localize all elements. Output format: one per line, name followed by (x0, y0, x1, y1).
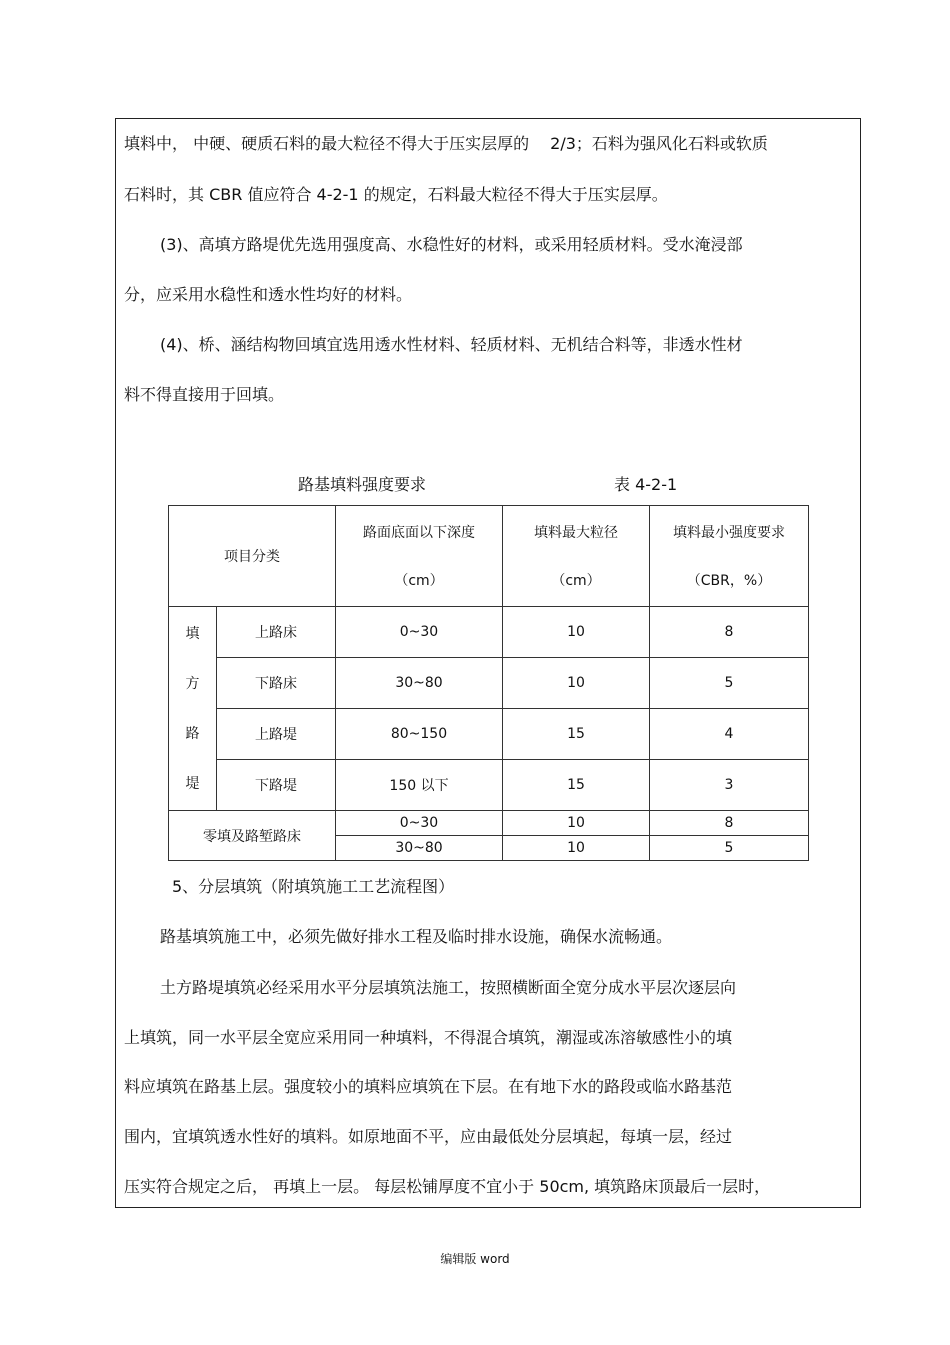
section-5-paragraph-2-line-4: 围内，宜填筑透水性好的填料。如原地面不平，应由最低处分层填起，每填一层，经过 (124, 1127, 733, 1146)
row-name: 下路堤 (217, 760, 336, 811)
row-size: 15 (503, 760, 650, 811)
header-category: 项目分类 (169, 506, 336, 607)
row-size: 10 (503, 658, 650, 709)
header-size-unit: （cm） (551, 573, 601, 589)
group-label-fill-embankment (169, 607, 217, 811)
section-5-paragraph-2-line-1: 土方路堤填筑必经采用水平分层填筑法施工，按照横断面全宽分成水平层次逐层向 (160, 978, 737, 997)
header-size (503, 506, 650, 607)
group-label-char: 方 (185, 675, 200, 692)
header-depth-label: 路面底面以下深度 (363, 525, 475, 541)
group-label-char: 路 (185, 725, 200, 742)
header-depth (336, 506, 503, 607)
page-footer: 编辑版 word (440, 1252, 510, 1266)
section-5-paragraph-2-line-5: 压实符合规定之后， 再填上一层。 每层松铺厚度不宜小于 50cm, 填筑路床顶最后一层时， (124, 1177, 771, 1196)
row-cbr: 3 (650, 760, 809, 811)
paragraph-3-line-2: 料不得直接用于回填。 (124, 385, 285, 404)
row-cbr: 8 (650, 811, 809, 836)
zero-fill-label: 零填及路堑路床 (169, 811, 336, 861)
row-name: 下路床 (217, 658, 336, 709)
row-cbr: 8 (650, 607, 809, 658)
row-name: 上路床 (217, 607, 336, 658)
paragraph-2-line-1: (3)、高填方路堤优先选用强度高、水稳性好的材料，或采用轻质材料。受水淹浸部 (160, 235, 743, 254)
header-strength (650, 506, 809, 607)
table-header-row (169, 506, 809, 607)
row-depth: 150 以下 (336, 760, 503, 811)
row-depth: 80~150 (336, 709, 503, 760)
row-cbr: 5 (650, 836, 809, 861)
row-size: 10 (503, 607, 650, 658)
table-row (169, 709, 809, 760)
header-strength-label: 填料最小强度要求 (673, 525, 785, 541)
paragraph-3-line-1: (4)、桥、涵结构物回填宜选用透水性材料、轻质材料、无机结合料等，非透水性材 (160, 335, 743, 354)
row-size: 15 (503, 709, 650, 760)
section-5-paragraph-2-line-3: 料应填筑在路基上层。强度较小的填料应填筑在下层。在有地下水的路段或临水路基范 (124, 1077, 733, 1096)
section-5-paragraph-1: 路基填筑施工中，必须先做好排水工程及临时排水设施，确保水流畅通。 (160, 927, 673, 946)
row-size: 10 (503, 836, 650, 861)
row-size: 10 (503, 811, 650, 836)
fill-strength-table (168, 505, 809, 861)
table-row (169, 658, 809, 709)
header-size-label: 填料最大粒径 (534, 525, 618, 541)
paragraph-2-line-2: 分，应采用水稳性和透水性均好的材料。 (124, 285, 413, 304)
table-title: 路基填料强度要求 (298, 475, 427, 494)
paragraph-1-line-1: 填料中， 中硬、硬质石料的最大粒径不得大于压实层厚的 2/3；石料为强风化石料或软质 (124, 134, 768, 153)
row-depth: 0~30 (336, 607, 503, 658)
row-cbr: 4 (650, 709, 809, 760)
table-row (169, 607, 809, 658)
row-cbr: 5 (650, 658, 809, 709)
header-strength-unit: （CBR，%） (686, 573, 772, 589)
row-depth: 30~80 (336, 836, 503, 861)
header-depth-unit: （cm） (394, 573, 444, 589)
table-number: 表 4-2-1 (614, 475, 678, 494)
table-row (169, 811, 809, 836)
row-name: 上路堤 (217, 709, 336, 760)
section-5-paragraph-2-line-2: 上填筑，同一水平层全宽应采用同一种填料，不得混合填筑，潮湿或冻溶敏感性小的填 (124, 1028, 733, 1047)
group-label-char: 堤 (185, 775, 200, 792)
group-label-char: 填 (185, 625, 200, 642)
row-depth: 0~30 (336, 811, 503, 836)
row-depth: 30~80 (336, 658, 503, 709)
paragraph-1-line-2: 石料时，其 CBR 值应符合 4-2-1 的规定，石料最大粒径不得大于压实层厚。 (124, 185, 668, 204)
section-5-heading: 5、分层填筑（附填筑施工工艺流程图） (172, 877, 455, 896)
table-row (169, 760, 809, 811)
